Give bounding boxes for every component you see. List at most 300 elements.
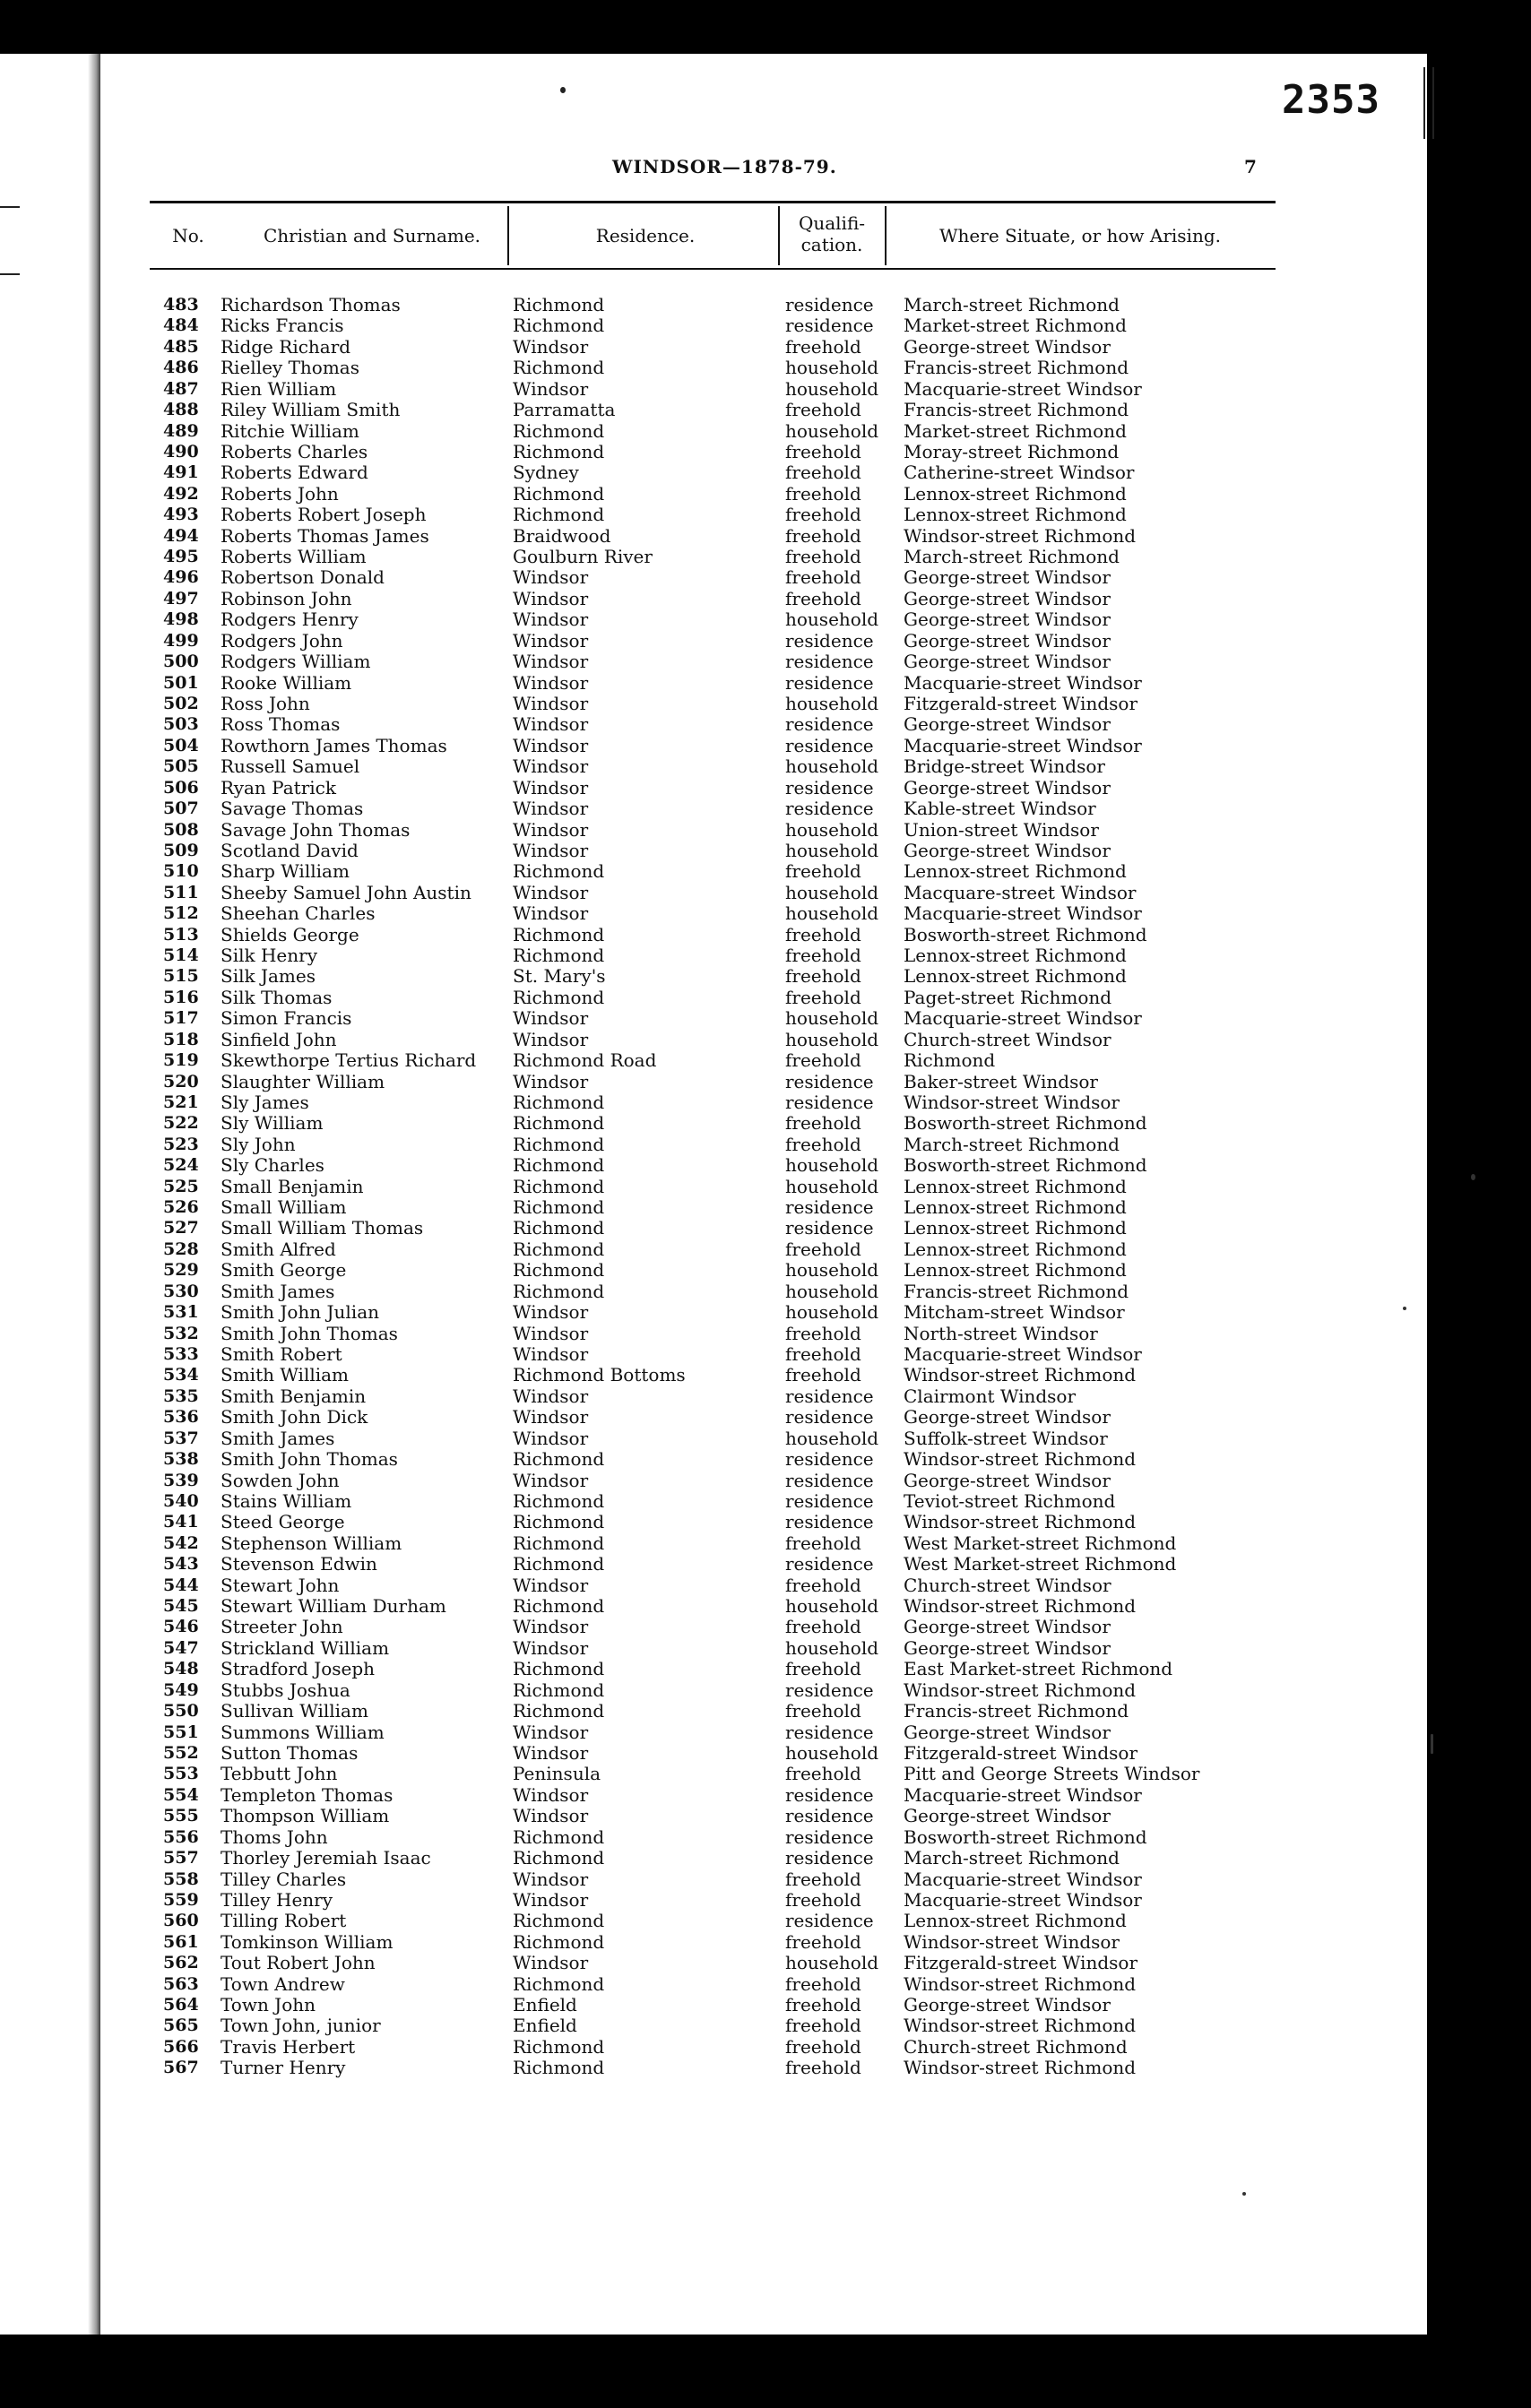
voter-name: Streeter John <box>221 1616 343 1638</box>
row-number: 567 <box>163 2058 199 2078</box>
voter-name: Strickland William <box>221 1636 390 1659</box>
voter-residence: Richmond <box>513 2035 605 2058</box>
voter-qualification: freehold <box>785 860 861 883</box>
row-number: 551 <box>163 1722 199 1742</box>
voter-residence: Windsor <box>513 377 589 400</box>
property-location: Lennox-street Richmond <box>904 945 1127 967</box>
voter-residence: Windsor <box>513 692 589 714</box>
property-location: Macquarie-street Windsor <box>904 1888 1142 1911</box>
column-header-where: Where Situate, or how Arising. <box>938 225 1221 246</box>
voter-qualification: freehold <box>785 546 861 568</box>
property-location: Francis-street Richmond <box>904 357 1129 379</box>
voter-qualification: freehold <box>785 986 861 1008</box>
voter-name: Riley William Smith <box>221 399 401 421</box>
voter-qualification: residence <box>785 1847 874 1869</box>
voter-name: Roberts William <box>221 546 367 568</box>
voter-name: Sly James <box>221 1091 309 1113</box>
property-location: Macquarie-street Windsor <box>904 1783 1142 1806</box>
row-number: 554 <box>163 1784 199 1805</box>
voter-residence: Richmond <box>513 1825 605 1848</box>
property-location: George-street Windsor <box>904 566 1111 589</box>
property-location: March-street Richmond <box>904 546 1120 568</box>
voter-residence: Enfield <box>513 2015 577 2037</box>
voter-name: Smith John Julian <box>221 1301 380 1324</box>
property-location: Windsor-street Richmond <box>904 1364 1137 1386</box>
voter-qualification: household <box>785 377 879 400</box>
voter-qualification: freehold <box>785 1532 861 1554</box>
voter-name: Slaughter William <box>221 1070 385 1092</box>
voter-name: Smith George <box>221 1259 347 1282</box>
voter-residence: Richmond <box>513 1972 605 1995</box>
voter-qualification: freehold <box>785 399 861 421</box>
voter-residence: Windsor <box>513 1322 589 1344</box>
column-header-qualification <box>780 212 884 255</box>
ink-dot <box>560 87 566 93</box>
voter-name: Small William <box>221 1196 347 1219</box>
voter-residence: Richmond <box>513 1532 605 1554</box>
voter-residence: Richmond <box>513 357 605 379</box>
voter-residence: Richmond <box>513 1679 605 1701</box>
property-location: Fitzgerald-street Windsor <box>904 692 1138 714</box>
column-divider <box>885 206 887 265</box>
voter-qualification: residence <box>785 1196 874 1219</box>
voter-name: Smith Benjamin <box>221 1385 367 1407</box>
row-number: 533 <box>163 1344 199 1364</box>
voter-qualification: residence <box>785 776 874 798</box>
property-location: Bosworth-street Richmond <box>904 1112 1147 1135</box>
voter-name: Tilley Henry <box>221 1888 333 1911</box>
voter-name: Rowthorn James Thomas <box>221 734 447 756</box>
voter-qualification: residence <box>785 1406 874 1428</box>
row-number: 518 <box>163 1029 199 1049</box>
voter-residence: Windsor <box>513 734 589 756</box>
voter-name: Silk Henry <box>221 945 317 967</box>
row-number: 500 <box>163 652 199 672</box>
voter-residence: Windsor <box>513 587 589 609</box>
voter-name: Ricks Francis <box>221 315 344 337</box>
voter-name: Templeton Thomas <box>221 1783 394 1806</box>
voter-name: Rodgers William <box>221 651 371 673</box>
voter-name: Tilling Robert <box>221 1910 347 1932</box>
voter-qualification: household <box>785 881 879 903</box>
voter-qualification: residence <box>785 1783 874 1806</box>
voter-residence: Richmond <box>513 1595 605 1618</box>
voter-residence: Richmond <box>513 440 605 462</box>
property-location: Fitzgerald-street Windsor <box>904 1952 1138 1974</box>
voter-name: Town Andrew <box>221 1972 345 1995</box>
voter-name: Thorley Jeremiah Isaac <box>221 1847 431 1869</box>
voter-qualification: freehold <box>785 1658 861 1680</box>
voter-qualification: freehold <box>785 1888 861 1911</box>
voter-residence: Richmond <box>513 482 605 505</box>
voter-qualification: residence <box>785 713 874 736</box>
voter-qualification: freehold <box>785 1238 861 1260</box>
row-number: 541 <box>163 1512 199 1532</box>
voter-residence: Richmond <box>513 1112 605 1135</box>
property-location: Macquarie-street Windsor <box>904 734 1142 756</box>
voter-name: Rodgers Henry <box>221 608 359 631</box>
voter-name: Smith William <box>221 1364 350 1386</box>
voter-residence: Richmond <box>513 1175 605 1197</box>
row-number: 514 <box>163 945 199 966</box>
voter-qualification: residence <box>785 1385 874 1407</box>
voter-name: Sinfield John <box>221 1028 337 1050</box>
property-location: George-street Windsor <box>904 713 1111 736</box>
row-number: 528 <box>163 1239 199 1259</box>
property-location: Macquarie-street Windsor <box>904 1868 1142 1890</box>
row-number: 491 <box>163 462 199 483</box>
voter-qualification: residence <box>785 1469 874 1491</box>
row-number: 543 <box>163 1554 199 1575</box>
voter-name: Stubbs Joshua <box>221 1679 350 1701</box>
property-location: Market-street Richmond <box>904 419 1127 442</box>
voter-qualification: freehold <box>785 1049 861 1072</box>
voter-name: Roberts Thomas James <box>221 524 429 547</box>
property-location: Lennox-street Richmond <box>904 860 1127 883</box>
voter-name: Savage John Thomas <box>221 818 411 841</box>
row-number: 545 <box>163 1596 199 1617</box>
voter-qualification: residence <box>785 1489 874 1512</box>
row-number: 527 <box>163 1218 199 1239</box>
row-number: 506 <box>163 777 199 798</box>
property-location: Macquarie-street Windsor <box>904 902 1142 925</box>
property-location: George-street Windsor <box>904 1616 1111 1638</box>
row-number: 558 <box>163 1869 199 1889</box>
header-top-rule <box>150 201 1276 203</box>
voter-residence: Windsor <box>513 671 589 694</box>
row-number: 555 <box>163 1806 199 1826</box>
page-title: WINDSOR—1878-79. <box>612 156 837 177</box>
voter-residence: Richmond <box>513 1217 605 1239</box>
row-number: 535 <box>163 1385 199 1406</box>
row-number: 512 <box>163 903 199 924</box>
voter-residence: Windsor <box>513 839 589 861</box>
property-location: Macquarie-street Windsor <box>904 671 1142 694</box>
property-location: Paget-street Richmond <box>904 986 1112 1008</box>
page-number: 7 <box>1244 156 1257 177</box>
voter-name: Russell Samuel <box>221 755 360 778</box>
row-number: 548 <box>163 1659 199 1679</box>
voter-residence: Richmond <box>513 294 605 315</box>
voter-name: Ritchie William <box>221 419 359 442</box>
row-number: 522 <box>163 1113 199 1134</box>
voter-qualification: freehold <box>785 335 861 358</box>
voter-name: Roberts Edward <box>221 462 368 484</box>
voter-name: Summons William <box>221 1721 385 1743</box>
voter-residence: St. Mary's <box>513 965 606 988</box>
voter-residence: Windsor <box>513 1385 589 1407</box>
row-number: 531 <box>163 1302 199 1323</box>
property-location: Baker-street Windsor <box>904 1070 1098 1092</box>
voter-qualification: freehold <box>785 462 861 484</box>
voter-name: Silk Thomas <box>221 986 333 1008</box>
voter-residence: Windsor <box>513 608 589 631</box>
property-location: Windsor-street Windsor <box>904 1930 1120 1953</box>
property-location: Market-street Richmond <box>904 315 1127 337</box>
property-location: Lennox-street Richmond <box>904 965 1127 988</box>
voter-residence: Windsor <box>513 1783 589 1806</box>
voter-name: Rielley Thomas <box>221 357 359 379</box>
voter-name: Steed George <box>221 1511 345 1533</box>
row-number: 508 <box>163 819 199 840</box>
voter-name: Ross Thomas <box>221 713 341 736</box>
voter-qualification: household <box>785 839 879 861</box>
voter-residence: Windsor <box>513 713 589 736</box>
voter-residence: Windsor <box>513 1427 589 1449</box>
voter-name: Roberts John <box>221 482 339 505</box>
property-location: Bosworth-street Richmond <box>904 1154 1147 1177</box>
property-location: George-street Windsor <box>904 1469 1111 1491</box>
voter-residence: Windsor <box>513 1868 589 1890</box>
voter-residence: Windsor <box>513 798 589 820</box>
row-number: 546 <box>163 1617 199 1637</box>
property-location: Richmond <box>904 1049 996 1072</box>
voter-qualification: household <box>785 419 879 442</box>
row-number: 523 <box>163 1134 199 1154</box>
voter-residence: Richmond <box>513 1658 605 1680</box>
row-number: 496 <box>163 567 199 588</box>
property-location: Windsor-street Richmond <box>904 1448 1137 1471</box>
voter-name: Stains William <box>221 1489 352 1512</box>
row-number: 503 <box>163 714 199 735</box>
voter-name: Stephenson William <box>221 1532 402 1554</box>
voter-qualification: freehold <box>785 482 861 505</box>
voter-qualification: residence <box>785 1825 874 1848</box>
voter-qualification: freehold <box>785 1994 861 2016</box>
property-location: George-street Windsor <box>904 1636 1111 1659</box>
row-number: 483 <box>163 295 199 315</box>
voter-qualification: residence <box>785 1511 874 1533</box>
voter-qualification: freehold <box>785 1700 861 1722</box>
property-location: Macquarie-street Windsor <box>904 1343 1142 1365</box>
voter-residence: Richmond <box>513 860 605 883</box>
voter-qualification: freehold <box>785 1972 861 1995</box>
voter-name: Turner Henry <box>221 2057 346 2079</box>
property-location: Lennox-street Richmond <box>904 1175 1127 1197</box>
voter-qualification: residence <box>785 1448 874 1471</box>
voter-qualification: household <box>785 1175 879 1197</box>
property-location: Windsor-street Richmond <box>904 1595 1137 1618</box>
voter-name: Smith Robert <box>221 1343 342 1365</box>
property-location: Union-street Windsor <box>904 818 1099 841</box>
voter-residence: Windsor <box>513 1007 589 1030</box>
ink-speck <box>1242 2192 1246 2196</box>
property-location: Suffolk-street Windsor <box>904 1427 1108 1449</box>
voter-residence: Windsor <box>513 1741 589 1764</box>
column-header-name: Christian and Surname. <box>263 225 481 246</box>
row-number: 515 <box>163 966 199 987</box>
voter-residence: Richmond <box>513 1553 605 1575</box>
row-number: 536 <box>163 1407 199 1428</box>
voter-qualification: freehold <box>785 923 861 945</box>
voter-name: Sly Charles <box>221 1154 324 1177</box>
property-location: March-street Richmond <box>904 1847 1120 1869</box>
row-number: 550 <box>163 1701 199 1722</box>
voter-name: Savage Thomas <box>221 798 364 820</box>
row-number: 488 <box>163 400 199 420</box>
voter-qualification: freehold <box>785 504 861 526</box>
voter-qualification: residence <box>785 651 874 673</box>
voter-residence: Richmond <box>513 1133 605 1155</box>
row-number: 539 <box>163 1470 199 1490</box>
row-number: 487 <box>163 378 199 399</box>
voter-name: Sutton Thomas <box>221 1741 359 1764</box>
property-location: Windsor-street Richmond <box>904 524 1137 547</box>
property-location: George-street Windsor <box>904 629 1111 652</box>
voter-residence: Richmond <box>513 1930 605 1953</box>
voter-name: Rien William <box>221 377 337 400</box>
property-location: Windsor-street Richmond <box>904 2057 1137 2079</box>
row-number: 502 <box>163 693 199 713</box>
row-number: 498 <box>163 609 199 630</box>
voter-name: Smith James <box>221 1280 335 1302</box>
voter-qualification: freehold <box>785 1763 861 1785</box>
voter-name: Simon Francis <box>221 1007 352 1030</box>
row-number: 517 <box>163 1008 199 1029</box>
property-location: George-street Windsor <box>904 839 1111 861</box>
voter-residence: Windsor <box>513 335 589 358</box>
property-location: Lennox-street Richmond <box>904 1217 1127 1239</box>
property-location: March-street Richmond <box>904 1133 1120 1155</box>
voter-qualification: household <box>785 1427 879 1449</box>
voter-residence: Windsor <box>513 1070 589 1092</box>
voter-name: Richardson Thomas <box>221 294 401 315</box>
voter-qualification: freehold <box>785 1616 861 1638</box>
column-header-no: No. <box>172 225 204 246</box>
voter-qualification: residence <box>785 671 874 694</box>
column-divider <box>507 206 509 265</box>
voter-qualification: household <box>785 1636 879 1659</box>
property-location: George-street Windsor <box>904 587 1111 609</box>
voter-residence: Windsor <box>513 1888 589 1911</box>
voter-qualification: freehold <box>785 1364 861 1386</box>
voter-qualification: household <box>785 1028 879 1050</box>
voter-qualification: household <box>785 1007 879 1030</box>
voter-name: Stradford Joseph <box>221 1658 376 1680</box>
voter-name: Town John, junior <box>221 2015 381 2037</box>
voter-name: Tilley Charles <box>221 1868 347 1890</box>
voter-residence: Windsor <box>513 651 589 673</box>
property-location: Catherine-street Windsor <box>904 462 1135 484</box>
voter-residence: Windsor <box>513 1469 589 1491</box>
voter-residence: Richmond <box>513 945 605 967</box>
voter-qualification: freehold <box>785 524 861 547</box>
row-number: 532 <box>163 1323 199 1343</box>
row-number: 509 <box>163 840 199 860</box>
voter-residence: Richmond Bottoms <box>513 1364 686 1386</box>
row-number: 510 <box>163 861 199 882</box>
voter-qualification: freehold <box>785 1112 861 1135</box>
voter-qualification: household <box>785 357 879 379</box>
voter-qualification: freehold <box>785 2015 861 2037</box>
row-number: 542 <box>163 1532 199 1553</box>
voter-qualification: residence <box>785 1721 874 1743</box>
voter-residence: Peninsula <box>513 1763 601 1785</box>
voter-residence: Windsor <box>513 629 589 652</box>
voter-name: Smith John Dick <box>221 1406 368 1428</box>
voter-name: Sowden John <box>221 1469 340 1491</box>
row-number: 562 <box>163 1953 199 1973</box>
voter-name: Thompson William <box>221 1805 390 1827</box>
property-location: Macquarie-street Windsor <box>904 1007 1142 1030</box>
row-number: 526 <box>163 1197 199 1218</box>
voter-residence: Windsor <box>513 1574 589 1596</box>
property-location: Macquare-street Windsor <box>904 881 1137 903</box>
property-location: Mitcham-street Windsor <box>904 1301 1125 1324</box>
voter-name: Tout Robert John <box>221 1952 376 1974</box>
property-location: George-street Windsor <box>904 776 1111 798</box>
voter-name: Smith John Thomas <box>221 1448 398 1471</box>
property-location: George-street Windsor <box>904 1406 1111 1428</box>
voter-qualification: freehold <box>785 440 861 462</box>
property-location: Lennox-street Richmond <box>904 1196 1127 1219</box>
voter-residence: Windsor <box>513 755 589 778</box>
voter-residence: Richmond <box>513 1910 605 1932</box>
voter-qualification: residence <box>785 798 874 820</box>
voter-name: Robinson John <box>221 587 352 609</box>
voter-residence: Richmond <box>513 1448 605 1471</box>
voter-name: Roberts Charles <box>221 440 368 462</box>
voter-name: Smith Alfred <box>221 1238 336 1260</box>
voter-qualification: household <box>785 902 879 925</box>
row-number: 534 <box>163 1365 199 1385</box>
binding-edge-mark <box>1423 67 1434 139</box>
voter-name: Sly John <box>221 1133 296 1155</box>
voter-qualification: household <box>785 755 879 778</box>
property-location: Bosworth-street Richmond <box>904 1825 1147 1848</box>
row-number: 520 <box>163 1071 199 1092</box>
voter-qualification: household <box>785 1280 879 1302</box>
voter-name: Ryan Patrick <box>221 776 336 798</box>
voter-residence: Richmond <box>513 504 605 526</box>
voter-qualification: household <box>785 818 879 841</box>
row-number: 530 <box>163 1281 199 1301</box>
voter-residence: Richmond <box>513 1847 605 1869</box>
row-number: 538 <box>163 1449 199 1470</box>
voter-name: Small William Thomas <box>221 1217 424 1239</box>
property-location: North-street Windsor <box>904 1322 1098 1344</box>
property-location: Lennox-street Richmond <box>904 1259 1127 1282</box>
property-location: Teviot-street Richmond <box>904 1489 1116 1512</box>
voter-residence: Windsor <box>513 818 589 841</box>
voter-residence: Richmond <box>513 1280 605 1302</box>
row-number: 511 <box>163 882 199 902</box>
row-number: 493 <box>163 505 199 525</box>
voter-residence: Windsor <box>513 1028 589 1050</box>
voter-qualification: residence <box>785 629 874 652</box>
voter-qualification: residence <box>785 1805 874 1827</box>
voter-name: Stevenson Edwin <box>221 1553 377 1575</box>
voter-residence: Windsor <box>513 776 589 798</box>
voter-qualification: household <box>785 692 879 714</box>
row-number: 499 <box>163 630 199 651</box>
voter-qualification: freehold <box>785 1868 861 1890</box>
voter-residence: Richmond Road <box>513 1049 657 1072</box>
row-number: 561 <box>163 1931 199 1952</box>
voter-qualification: residence <box>785 1070 874 1092</box>
voter-residence: Windsor <box>513 566 589 589</box>
property-location: Windsor-street Richmond <box>904 1972 1137 1995</box>
row-number: 564 <box>163 1995 199 2015</box>
voter-residence: Windsor <box>513 881 589 903</box>
voter-qualification: residence <box>785 1553 874 1575</box>
margin-tick-mark <box>0 273 20 275</box>
row-number: 519 <box>163 1050 199 1071</box>
voter-qualification: household <box>785 1741 879 1764</box>
voter-residence: Braidwood <box>513 524 611 547</box>
voter-name: Sullivan William <box>221 1700 368 1722</box>
voter-name: Silk James <box>221 965 316 988</box>
